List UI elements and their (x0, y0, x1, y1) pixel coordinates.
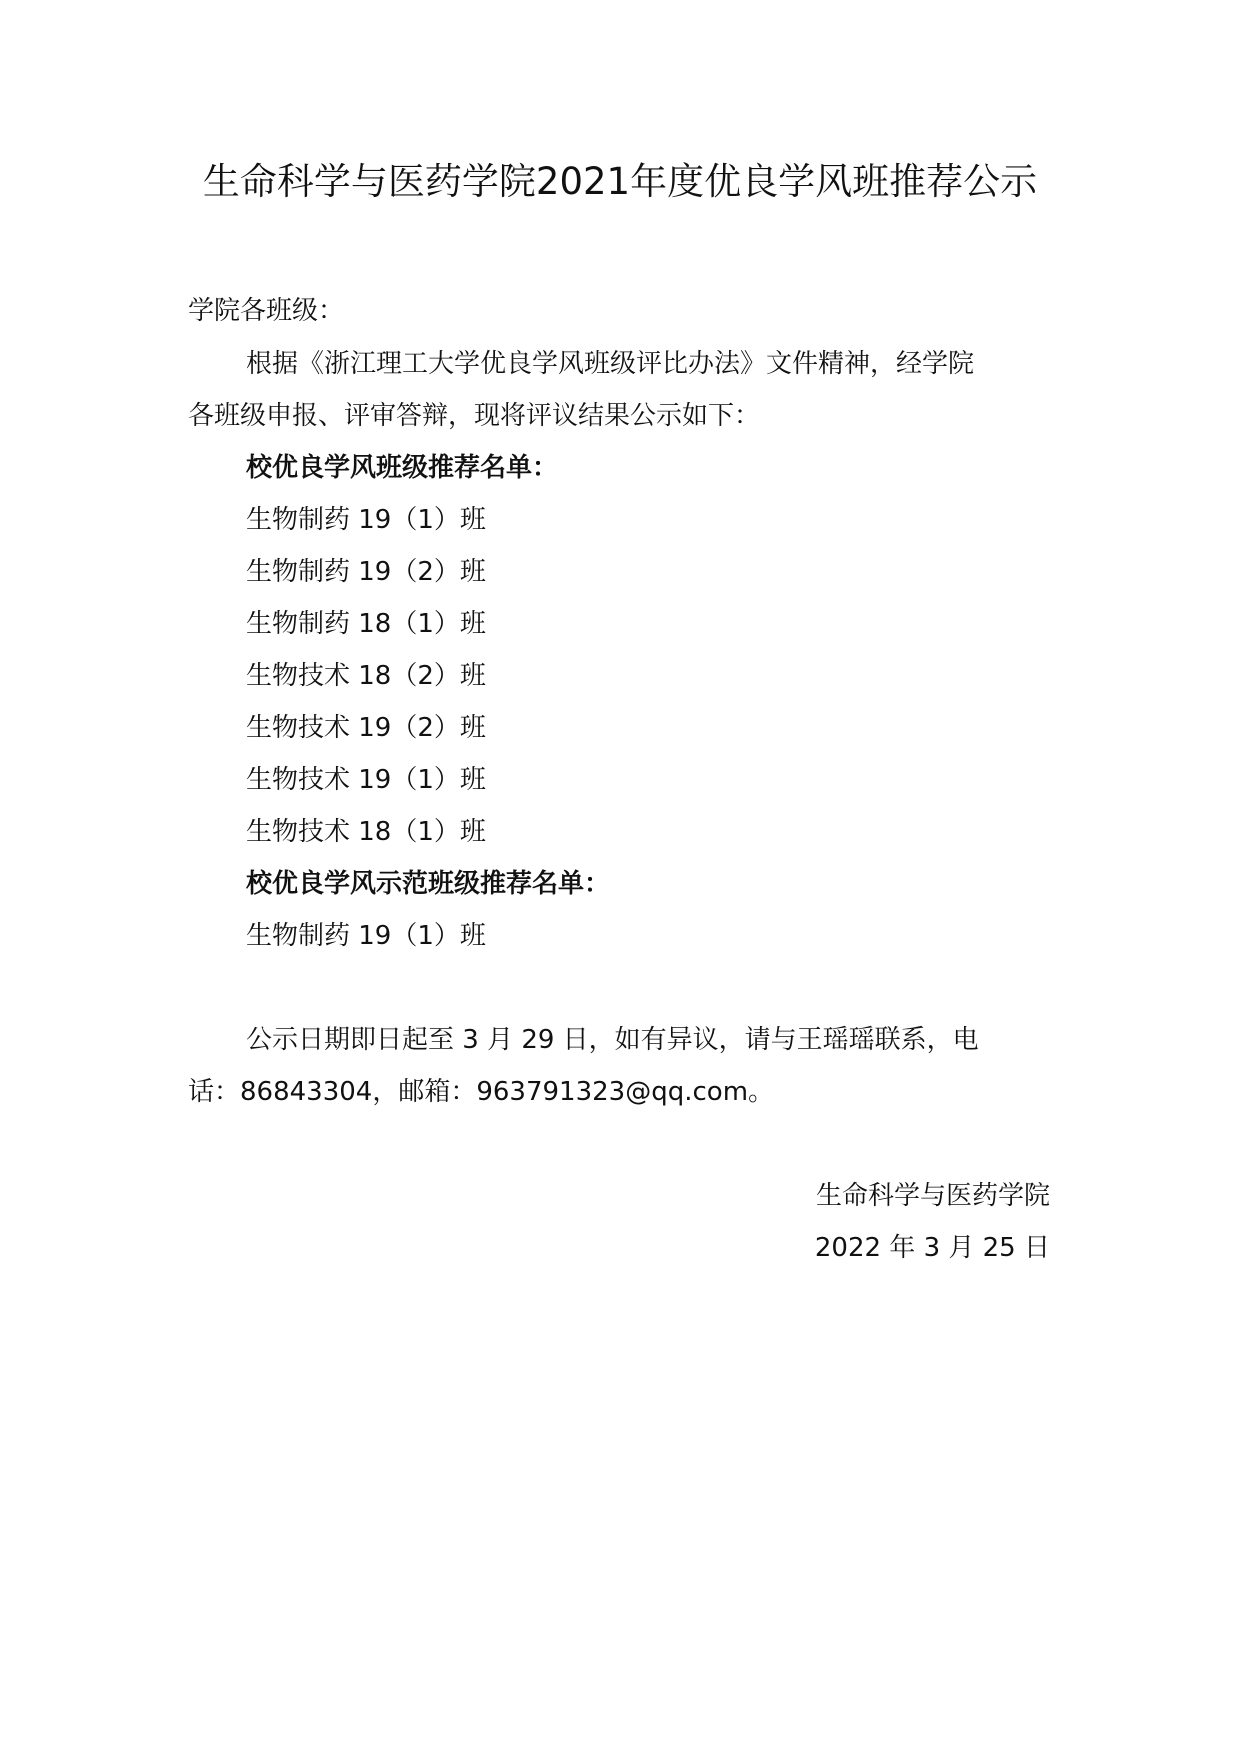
salutation: 学院各班级： (188, 296, 345, 326)
list2-heading: 校优良学风示范班级推荐名单： (246, 869, 611, 899)
list-item: 生物制药 19（2）班 (246, 557, 486, 587)
list-item: 生物技术 18（1）班 (246, 817, 486, 847)
signature-date: 2022 年 3 月 25 日 (814, 1233, 1050, 1263)
list-item: 生物技术 18（2）班 (246, 661, 486, 691)
notice-line-1: 公示日期即日起至 3 月 29 日，如有异议，请与王瑶瑶联系，电 (246, 1025, 979, 1055)
list-item: 生物技术 19（2）班 (246, 713, 486, 743)
intro-line-1: 根据《浙江理工大学优良学风班级评比办法》文件精神，经学院 (246, 349, 975, 379)
list-item: 生物制药 19（1）班 (246, 921, 486, 951)
signature-org: 生命科学与医药学院 (815, 1181, 1050, 1211)
intro-line-2: 各班级申报、评审答辩，现将评议结果公示如下： (188, 401, 761, 431)
list-item: 生物技术 19（1）班 (246, 765, 486, 795)
list-item: 生物制药 19（1）班 (246, 505, 486, 535)
page-title: 生命科学与医药学院2021年度优良学风班推荐公示 (202, 160, 1038, 203)
notice-line-2: 话：86843304，邮箱：963791323@qq.com。 (188, 1077, 775, 1107)
list1-heading: 校优良学风班级推荐名单： (246, 453, 559, 483)
list-item: 生物制药 18（1）班 (246, 609, 486, 639)
